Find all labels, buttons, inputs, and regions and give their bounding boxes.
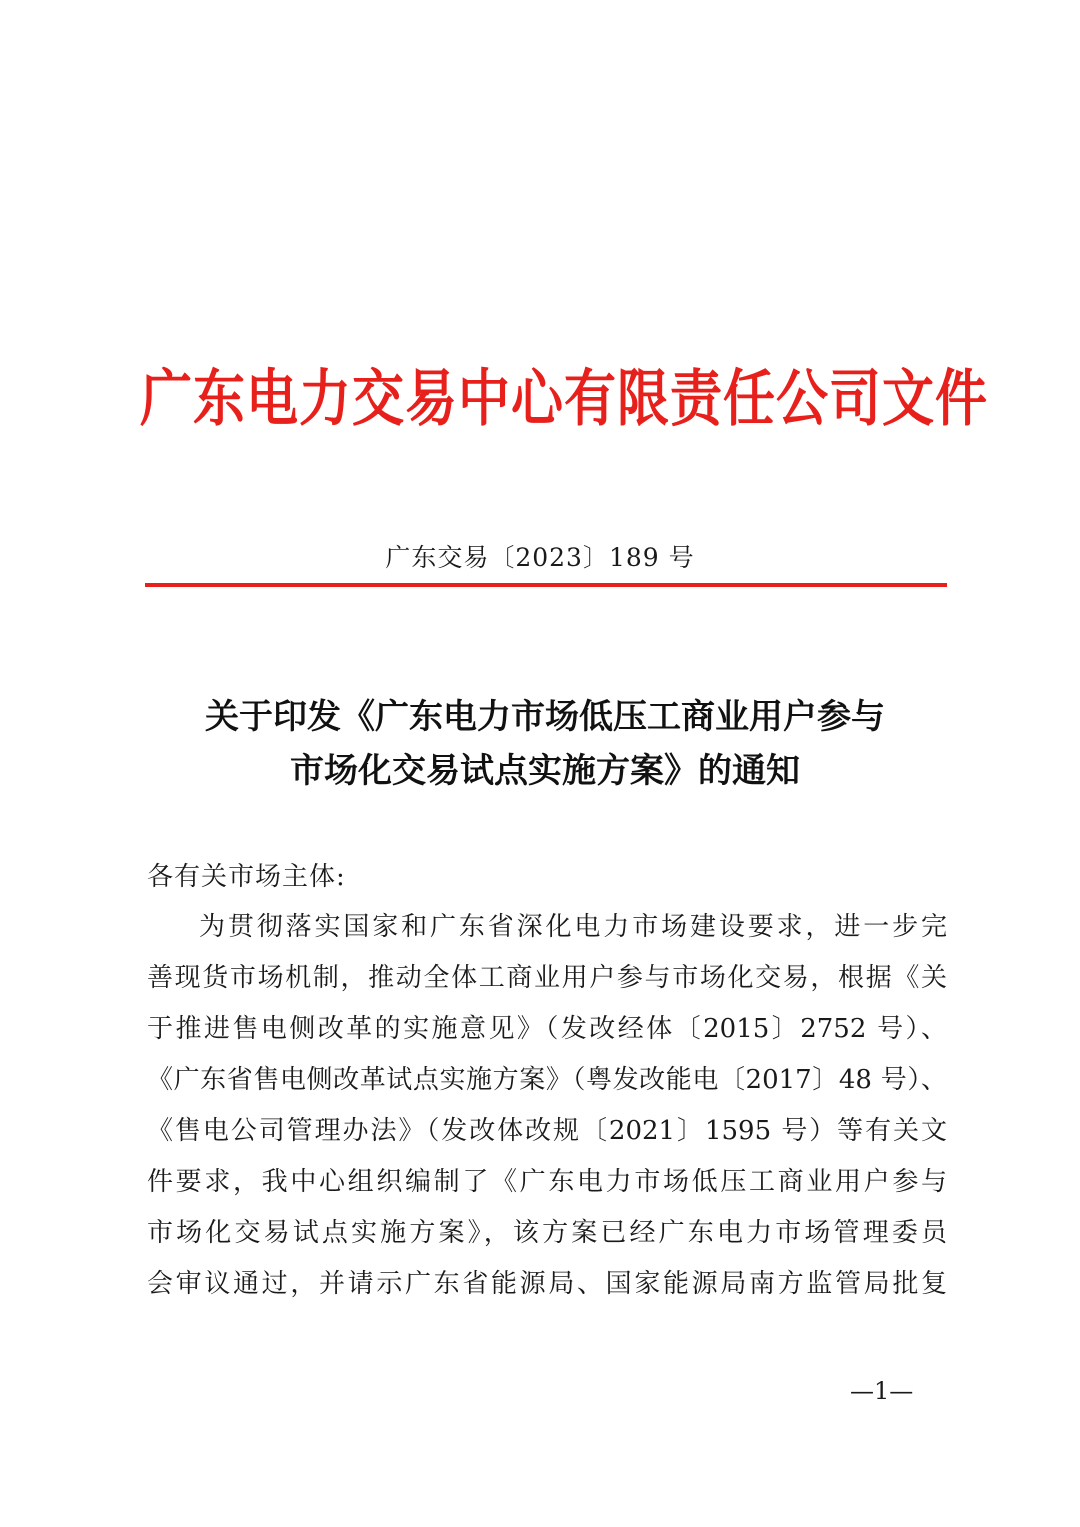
red-divider-line bbox=[145, 583, 947, 587]
document-number: 广东交易〔2023〕189 号 bbox=[385, 543, 695, 572]
salutation: 各有关市场主体: bbox=[147, 862, 346, 892]
body-line: 《广东省售电侧改革试点实施方案》（粤发改能电〔2017〕48 号）、 bbox=[147, 1065, 947, 1095]
body-line: 市场化交易试点实施方案》，该方案已经广东电力市场管理委员 bbox=[147, 1218, 947, 1248]
document-masthead: 广东电力交易中心有限责任公司文件 bbox=[140, 363, 989, 435]
title-line-2: 市场化交易试点实施方案》的通知 bbox=[290, 751, 800, 791]
title-line-1: 关于印发《广东电力市场低压工商业用户参与 bbox=[205, 697, 885, 737]
page-number: —1— bbox=[850, 1377, 914, 1405]
document-title bbox=[140, 690, 950, 798]
body-line: 件要求，我中心组织编制了《广东电力市场低压工商业用户参与 bbox=[147, 1167, 947, 1197]
body-line: 为贯彻落实国家和广东省深化电力市场建设要求，进一步完 bbox=[199, 912, 947, 942]
body-line: 于推进售电侧改革的实施意见》（发改经体〔2015〕2752 号）、 bbox=[147, 1014, 947, 1044]
body-paragraph bbox=[147, 902, 947, 1310]
body-line: 会审议通过，并请示广东省能源局、国家能源局南方监管局批复 bbox=[147, 1269, 947, 1299]
body-line: 《售电公司管理办法》（发改体改规〔2021〕1595 号）等有关文 bbox=[147, 1116, 947, 1146]
body-line: 善现货市场机制，推动全体工商业用户参与市场化交易，根据《关 bbox=[147, 963, 947, 993]
